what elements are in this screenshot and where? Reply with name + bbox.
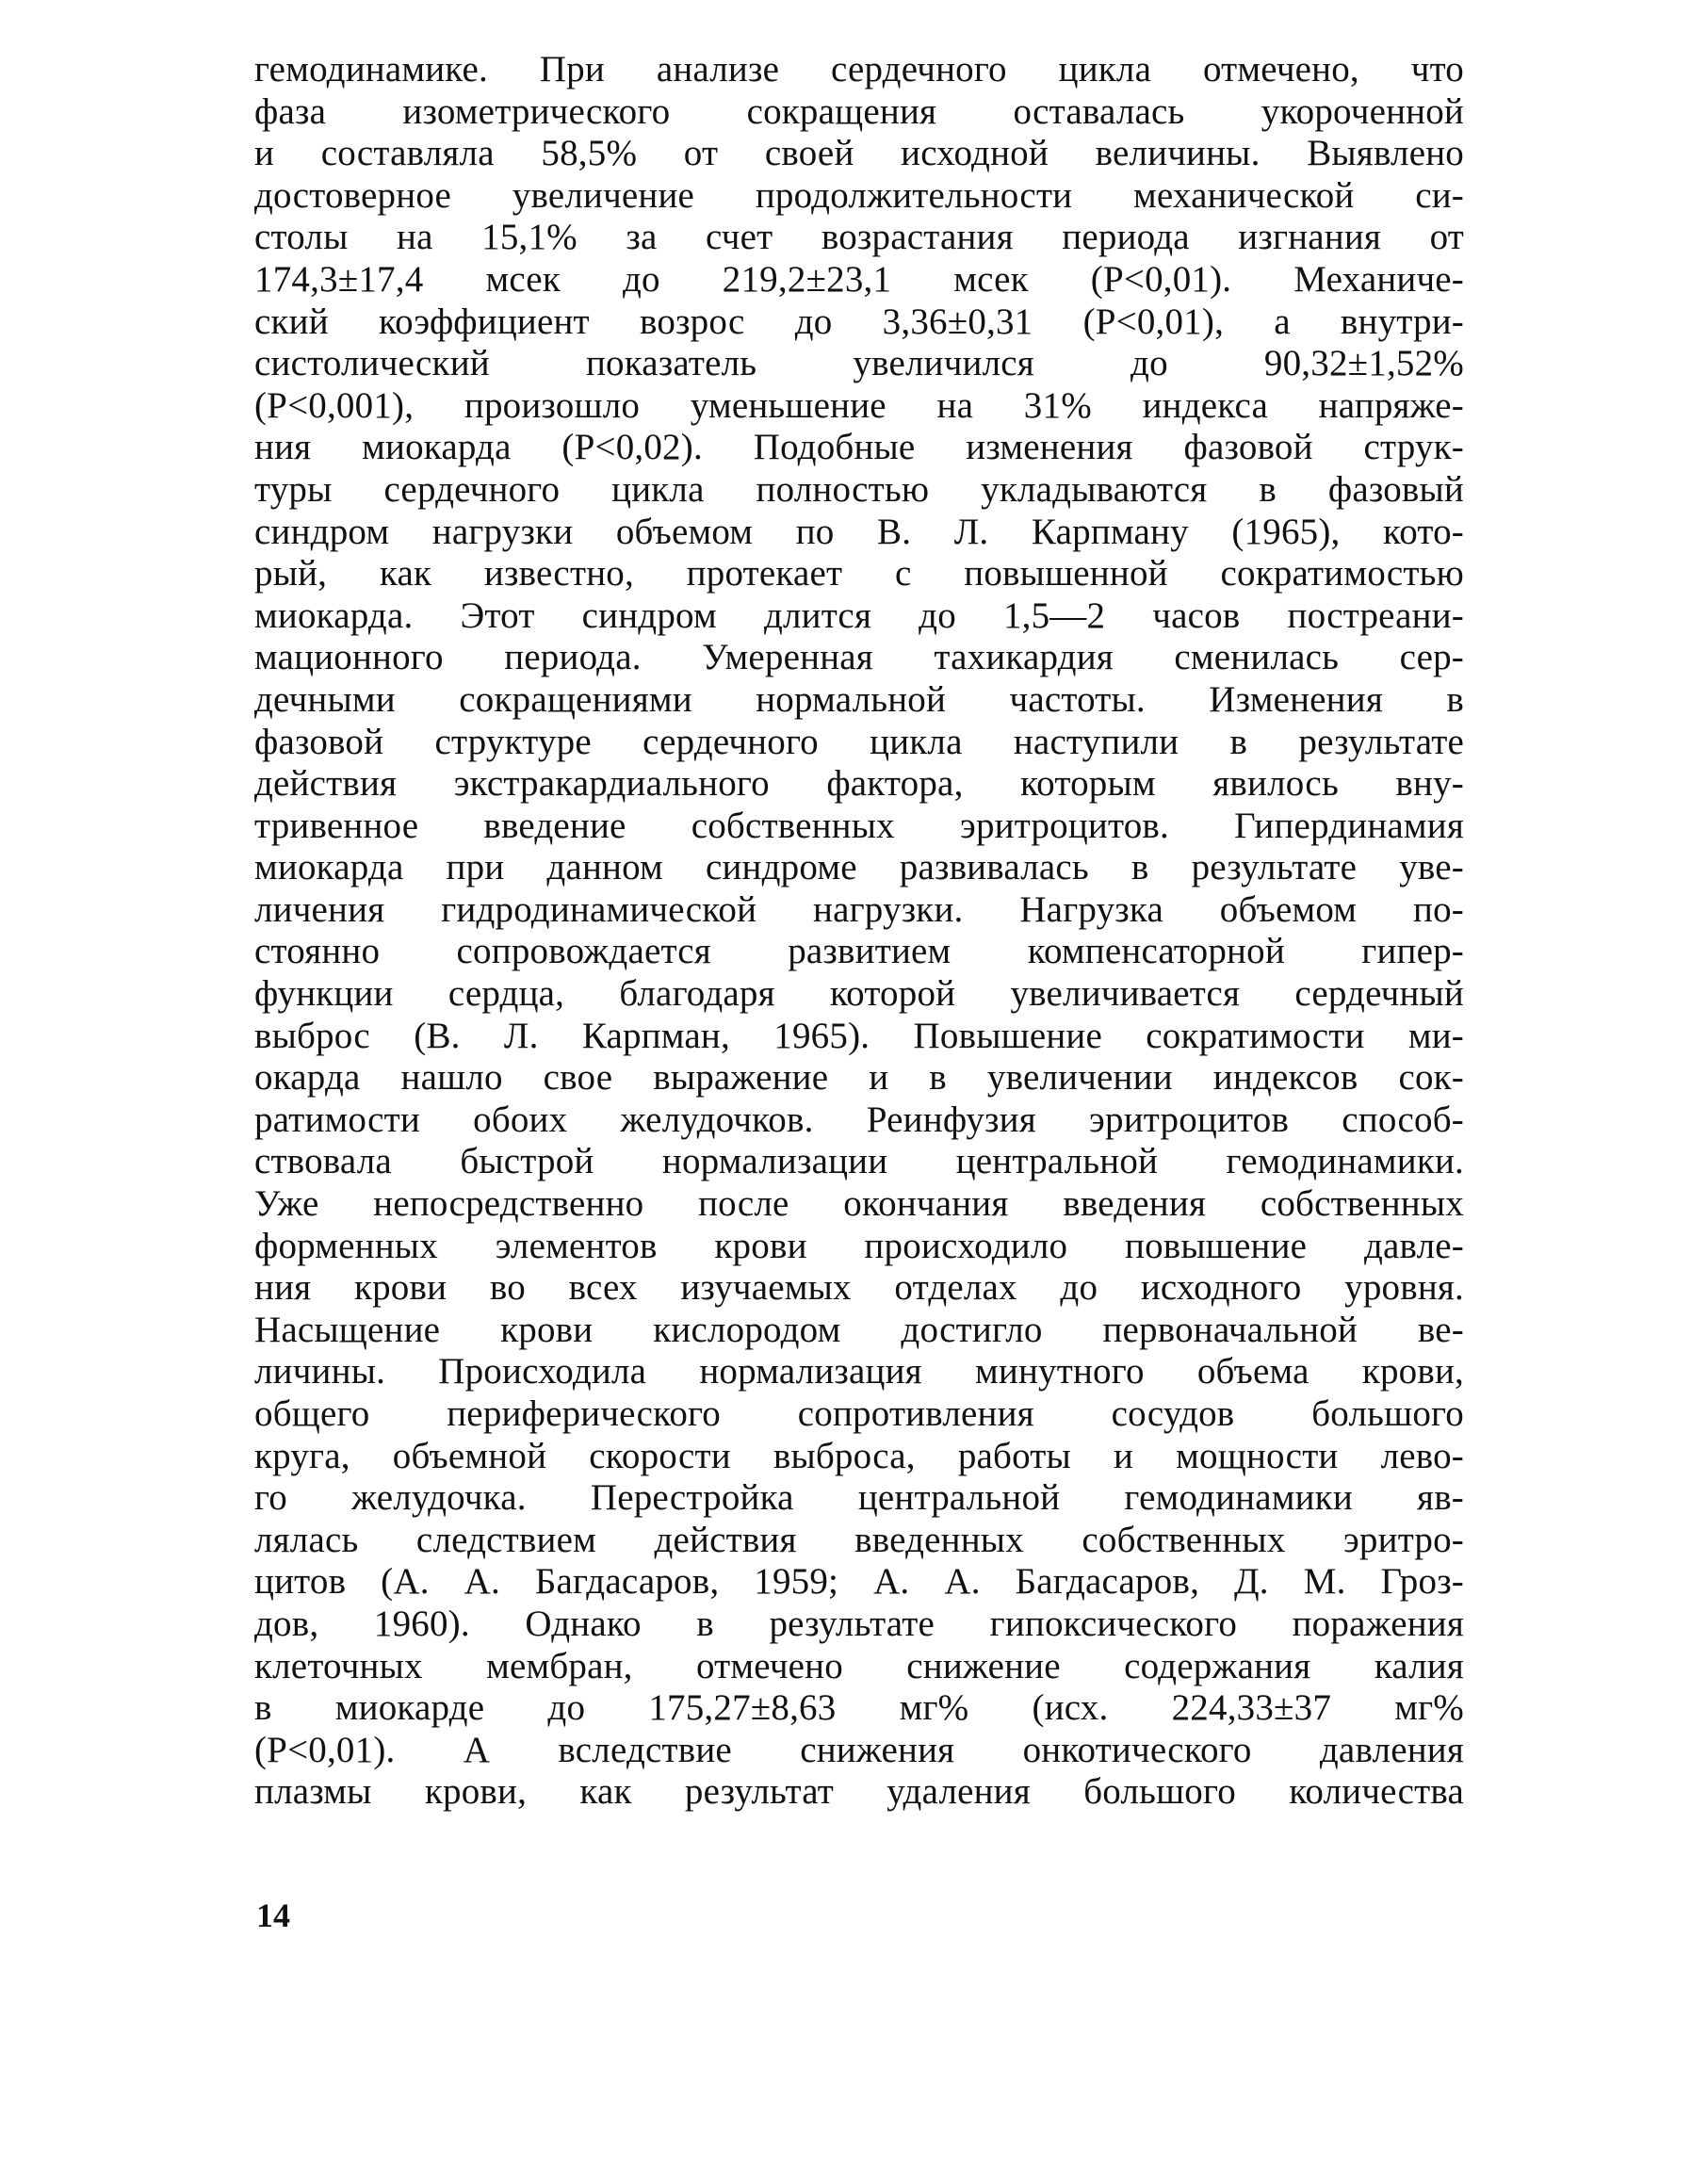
text-line: миокарда при данном синдроме развивалась в результате уве- (254, 847, 1464, 888)
text-line: общего периферического сопротивления сосудов большого (254, 1393, 1464, 1434)
text-line: гемодинамике. При анализе сердечного цикла отмечено, что (254, 49, 1464, 90)
text-line: функции сердца, благодаря которой увеличивается сердечный (254, 973, 1464, 1015)
text-line: Насыщение крови кислородом достигло первоначальной ве- (254, 1309, 1464, 1350)
text-line: систолический показатель увеличился до 90,32±1,52% (254, 343, 1464, 384)
text-line: личины. Происходила нормализация минутного объема крови, (254, 1351, 1464, 1392)
text-line: (P<0,001), произошло уменьшение на 31% индекса напряже- (254, 384, 1464, 426)
text-line: достоверное увеличение продолжительности механической си- (254, 174, 1464, 216)
text-line: в миокарде до 175,27±8,63 мг% (исх. 224,33±37 мг% (254, 1687, 1464, 1729)
text-line: туры сердечного цикла полностью укладываются в фазовый (254, 468, 1464, 510)
text-line: Уже непосредственно после окончания введения собственных (254, 1183, 1464, 1225)
text-line: плазмы крови, как результат удаления большого количества (254, 1771, 1464, 1813)
text-line: круга, объемной скорости выброса, работы и мощности лево- (254, 1435, 1464, 1476)
text-line: ский коэффициент возрос до 3,36±0,31 (P<0,01), а внутри- (254, 301, 1464, 342)
text-line: личения гидродинамической нагрузки. Нагрузка объемом по- (254, 888, 1464, 930)
text-line: (P<0,01). А вследствие снижения онкотического давления (254, 1729, 1464, 1770)
text-line: клеточных мембран, отмечено снижение содержания калия (254, 1645, 1464, 1686)
text-line: окарда нашло свое выражение и в увеличении индексов сок- (254, 1057, 1464, 1099)
text-line: и составляла 58,5% от своей исходной величины. Выявлено (254, 133, 1464, 174)
text-line: ратимости обоих желудочков. Реинфузия эритроцитов способ- (254, 1099, 1464, 1140)
text-line: мационного периода. Умеренная тахикардия сменилась сер- (254, 637, 1464, 678)
text-line: ствовала быстрой нормализации центральной гемодинамики. (254, 1141, 1464, 1182)
text-line: выброс (В. Л. Карпман, 1965). Повышение сократимости ми- (254, 1015, 1464, 1056)
text-line: тривенное введение собственных эритроцитов. Гипердинамия (254, 805, 1464, 846)
text-line: фазовой структуре сердечного цикла наступили в результате (254, 721, 1464, 762)
text-line: цитов (А. А. Багдасаров, 1959; А. А. Багдасаров, Д. М. Гроз- (254, 1561, 1464, 1603)
text-line: столы на 15,1% за счет возрастания периода изгнания от (254, 217, 1464, 258)
text-line: фаза изометрического сокращения оставалась укороченной (254, 90, 1464, 132)
text-line: миокарда. Этот синдром длится до 1,5—2 часов постреани- (254, 594, 1464, 636)
text-line: стоянно сопровождается развитием компенсаторной гипер- (254, 931, 1464, 972)
text-line: дечными сокращениями нормальной частоты. Изменения в (254, 678, 1464, 720)
text-line: 174,3±17,4 мсек до 219,2±23,1 мсек (P<0,01). Механиче- (254, 258, 1464, 300)
body-text (254, 49, 1464, 1814)
text-line: синдром нагрузки объемом по В. Л. Карпману (1965), кото- (254, 511, 1464, 552)
text-line: ния миокарда (P<0,02). Подобные изменения фазовой струк- (254, 427, 1464, 468)
text-line: дов, 1960). Однако в результате гипоксического поражения (254, 1603, 1464, 1644)
text-line: форменных элементов крови происходило повышение давле- (254, 1225, 1464, 1266)
text-line: действия экстракардиального фактора, которым явилось вну- (254, 763, 1464, 805)
text-line: го желудочка. Перестройка центральной гемодинамики яв- (254, 1477, 1464, 1519)
text-line: лялась следствием действия введенных собственных эритро- (254, 1519, 1464, 1560)
text-line: ния крови во всех изучаемых отделах до исходного уровня. (254, 1267, 1464, 1309)
text-line: рый, как известно, протекает с повышенной сократимостью (254, 553, 1464, 594)
page-number: 14 (256, 1897, 290, 1934)
